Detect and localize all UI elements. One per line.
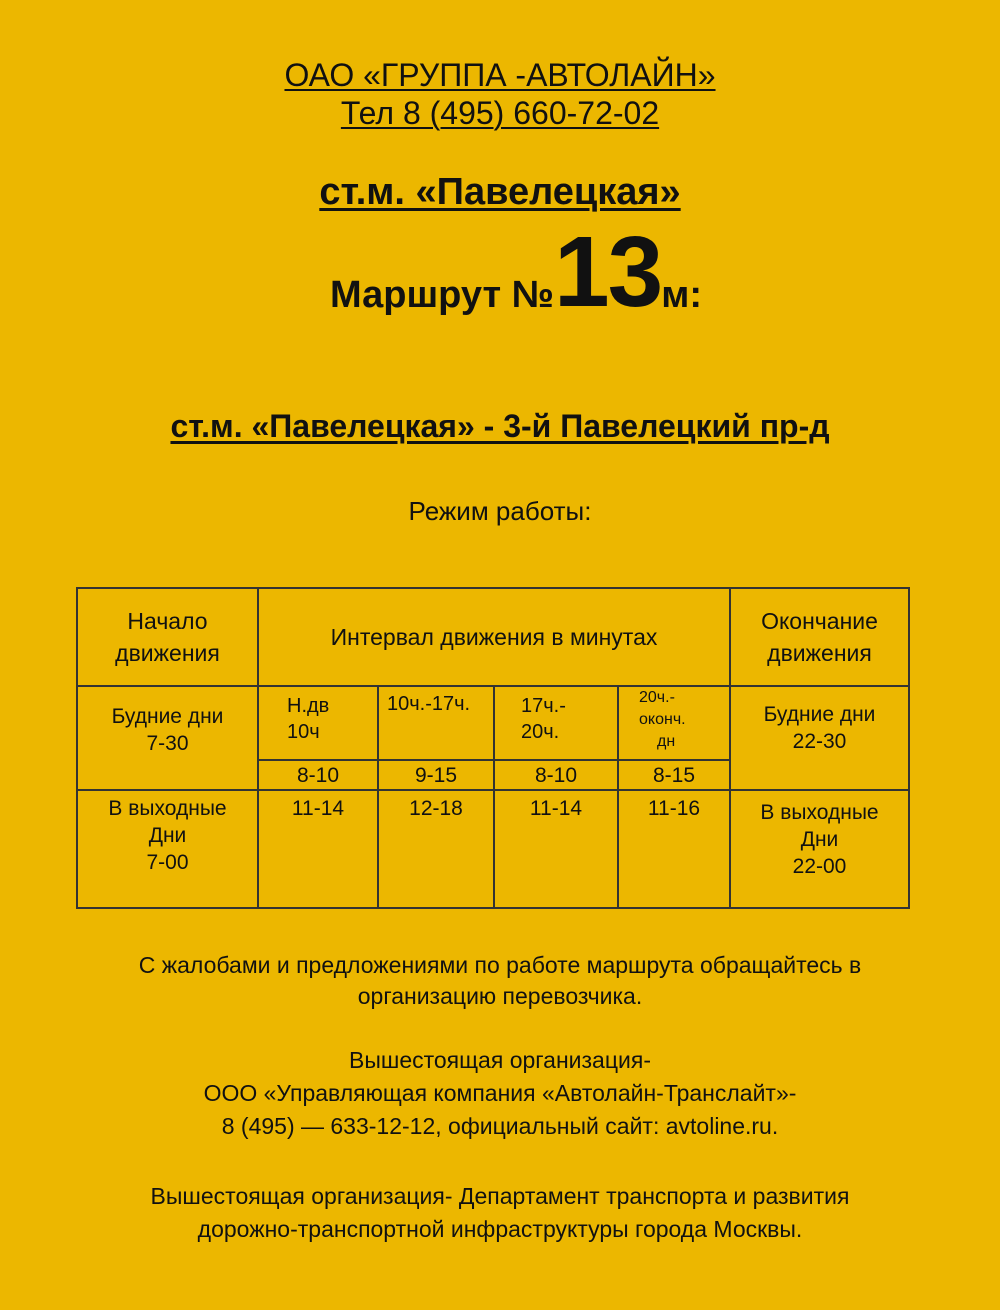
route-heading <box>0 216 1000 328</box>
weekday-end: Будние дни 22-30 <box>730 686 909 790</box>
weekday-interval: 8-10 <box>258 760 378 790</box>
weekday-interval: 8-10 <box>494 760 618 790</box>
department-note: Вышестоящая организация- Департамент транспорта и развития дорожно-транспортной инфраструктуры города Москвы. <box>150 1183 850 1242</box>
period-cell: 17ч.- 20ч. <box>494 686 618 760</box>
period-cell: Н.дв 10ч <box>258 686 378 760</box>
mode-title: Режим работы: <box>408 496 592 526</box>
route-path: ст.м. «Павелецкая» - 3-й Павелецкий пр-д <box>170 408 830 444</box>
route-suffix: м: <box>661 274 702 316</box>
weekend-interval: 12-18 <box>378 790 494 908</box>
parent-org-note: Вышестоящая организация- ООО «Управляющая компания «Автолайн-Транслайт»- 8 (495) — 633-12-12, официальный сайт: avtoline.ru. <box>203 1047 797 1139</box>
interval-header: Интервал движения в минутах <box>258 588 730 686</box>
weekend-end: В выходные Дни 22-00 <box>730 790 909 908</box>
station-title: ст.м. «Павелецкая» <box>319 171 681 213</box>
route-number: 13 <box>553 216 662 328</box>
weekend-start: В выходные Дни 7-00 <box>77 790 258 908</box>
period-cell: 10ч.-17ч. <box>378 686 494 760</box>
route-label: Маршрут № <box>330 274 554 316</box>
weekend-interval: 11-16 <box>618 790 730 908</box>
weekday-start: Будние дни 7-30 <box>77 686 258 790</box>
period-cell: 20ч.- оконч. дн <box>618 686 730 760</box>
weekday-interval: 8-15 <box>618 760 730 790</box>
company-phone: Тел 8 (495) 660-72-02 <box>340 95 660 131</box>
weekend-interval: 11-14 <box>258 790 378 908</box>
end-header: Окончание движения <box>730 588 909 686</box>
weekday-interval: 9-15 <box>378 760 494 790</box>
weekend-interval: 11-14 <box>494 790 618 908</box>
complaints-note: С жалобами и предложениями по работе маршрута обращайтесь в организацию перевозчика. <box>138 952 862 1009</box>
schedule-table <box>76 587 910 909</box>
company-name: ОАО «ГРУППА -АВТОЛАЙН» <box>284 57 716 93</box>
start-header: Начало движения <box>77 588 258 686</box>
